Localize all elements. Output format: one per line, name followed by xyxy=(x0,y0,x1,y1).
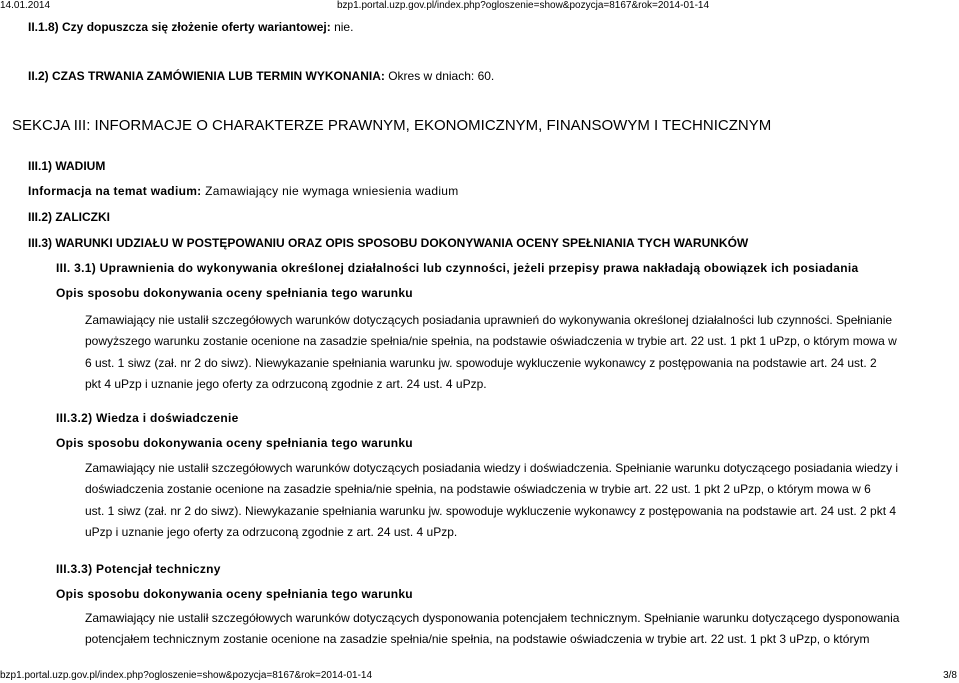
ii-2-row xyxy=(28,69,494,83)
iii-3-3-title: III.3.3) Potencjał techniczny xyxy=(56,562,221,576)
ii-1-8-value: nie. xyxy=(330,20,354,34)
iii-3-title: III.3) WARUNKI UDZIAŁU W POSTĘPOWANIU ORAZ OPIS SPOSOBU DOKONYWANIA OCENY SPEŁNIANIA TYCH WARUNKÓW xyxy=(28,236,749,250)
description-line: pkt 4 uPzp i uznanie jego oferty za odrzuconą zgodnie z art. 24 ust. 4 uPzp. xyxy=(85,376,487,391)
description-line: powyższego warunku zostanie ocenione na zasadzie spełnia/nie spełnia, na podstawie oświadczenia w trybie art. 22 ust. 1 pkt 1 uPzp, o którym mowa w xyxy=(85,334,897,349)
iii-3-1-description xyxy=(85,310,945,395)
description-line: Zamawiający nie ustalił szczegółowych warunków dotyczących posiadania uprawnień do wykonywania określonej działalności lub czynności. Spełnianie xyxy=(85,313,893,327)
ii-1-8-label: II.1.8) Czy dopuszcza się złożenie oferty wariantowej: xyxy=(28,20,331,34)
description-line: 6 ust. 1 siwz (zał. nr 2 do siwz). Niewykazanie spełniania warunku jw. spowoduje wykluczenie wykonawcy z postępowania na podstawie art. 24 ust. 2 xyxy=(85,355,877,370)
iii-3-2-description xyxy=(85,458,945,543)
iii-3-3-description xyxy=(85,608,945,651)
iii-1-info-row xyxy=(28,184,459,198)
ii-2-label: II.2) CZAS TRWANIA ZAMÓWIENIA LUB TERMIN WYKONANIA: xyxy=(28,69,385,83)
description-line: potencjałem technicznym zostanie ocenione na zasadzie spełnia/nie spełnia, na podstawie oświadczenia w trybie art. 22 ust. 1 pkt 3 uPzp, o którym xyxy=(85,632,870,647)
print-footer-url: bzp1.portal.uzp.gov.pl/index.php?ogloszenie=show&pozycja=8167&rok=2014-01-14 xyxy=(0,670,373,681)
print-footer-page-number: 3/8 xyxy=(943,670,957,681)
description-line: doświadczenia zostanie ocenione na zasadzie spełnia/nie spełnia, na podstawie oświadczenia w trybie art. 22 ust. 1 pkt 2 uPzp, o którym mowa w 6 xyxy=(85,482,871,497)
iii-1-info-label: Informacja na temat wadium: xyxy=(28,184,202,198)
description-line: uPzp i uznanie jego oferty za odrzuconą zgodnie z art. 24 ust. 4 uPzp. xyxy=(85,524,458,539)
iii-2-title: III.2) ZALICZKI xyxy=(28,210,110,224)
print-header-url: bzp1.portal.uzp.gov.pl/index.php?ogloszenie=show&pozycja=8167&rok=2014-01-14 xyxy=(337,0,710,11)
iii-3-3-desc-heading: Opis sposobu dokonywania oceny spełniania tego warunku xyxy=(56,587,413,601)
iii-3-2-desc-heading: Opis sposobu dokonywania oceny spełniania tego warunku xyxy=(56,436,413,450)
iii-3-2-title: III.3.2) Wiedza i doświadczenie xyxy=(56,411,239,425)
iii-1-title: III.1) WADIUM xyxy=(28,159,106,173)
iii-1-info-value: Zamawiający nie wymaga wniesienia wadium xyxy=(201,184,459,198)
description-line: ust. 1 siwz (zał. nr 2 do siwz). Niewykazanie spełniania warunku jw. spowoduje wykluczenie wykonawcy z postępowania na podstawie art. 24 ust. 2 pkt 4 xyxy=(85,503,897,518)
section-iii-title: SEKCJA III: INFORMACJE O CHARAKTERZE PRAWNYM, EKONOMICZNYM, FINANSOWYM I TECHNICZNYM xyxy=(12,117,772,134)
iii-3-1-desc-heading: Opis sposobu dokonywania oceny spełniania tego warunku xyxy=(56,286,413,300)
iii-3-1-title: III. 3.1) Uprawnienia do wykonywania określonej działalności lub czynności, jeżeli przepisy prawa nakładają obowiązek ich posiadania xyxy=(56,261,859,275)
print-header-date: 14.01.2014 xyxy=(0,0,51,11)
description-line: Zamawiający nie ustalił szczegółowych warunków dotyczących posiadania wiedzy i doświadczenia. Spełnianie warunku dotyczącego posiadania wiedzy i xyxy=(85,461,899,475)
ii-2-value: Okres w dniach: 60. xyxy=(384,69,495,83)
description-line: Zamawiający nie ustalił szczegółowych warunków dotyczących dysponowania potencjałem technicznym. Spełnianie warunku dotyczącego dysponowania xyxy=(85,611,900,625)
ii-1-8-row xyxy=(28,20,353,34)
